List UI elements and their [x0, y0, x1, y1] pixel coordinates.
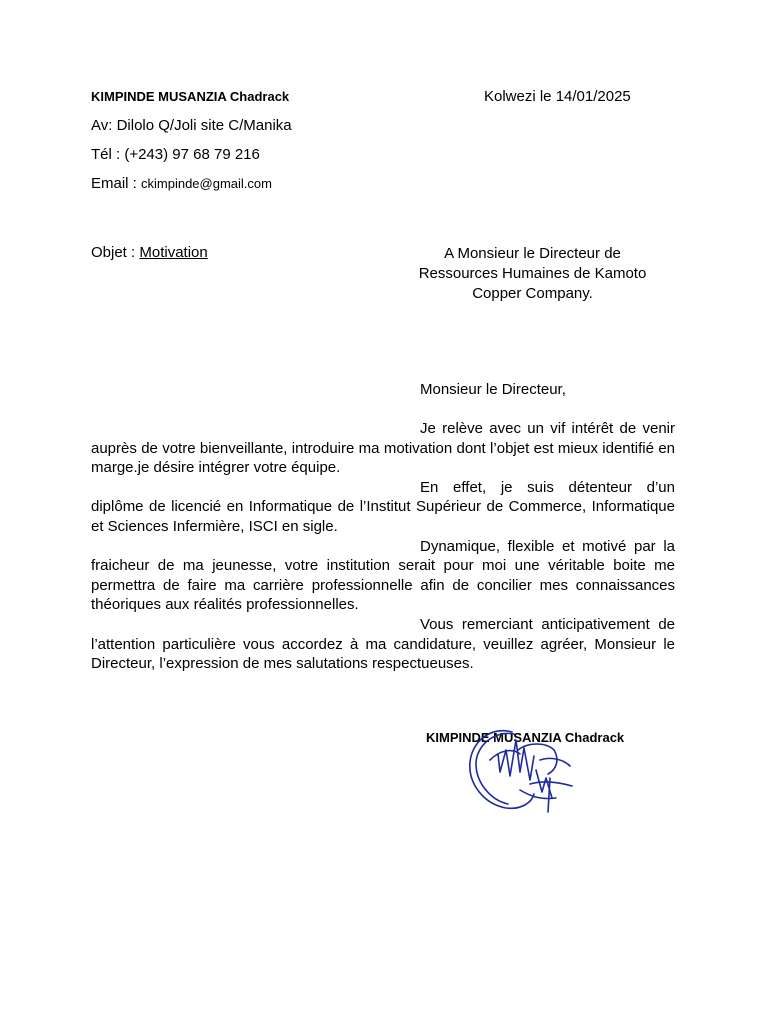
body-paragraph: En effet, je suis détenteur d’un diplôme de licencié en Informatique de l’Institut Supérieur de Commerce, Informatique et Sciences Infermière, ISCI en sigle.: [91, 478, 675, 535]
sender-email: ckimpinde@gmail.com: [141, 176, 272, 191]
recipient-line: A Monsieur le Directeur de: [444, 245, 621, 262]
sender-address: Av: Dilolo Q/Joli site C/Manika: [91, 117, 292, 134]
sender-name: KIMPINDE MUSANZIA Chadrack: [91, 89, 290, 104]
sender-phone: Tél : (+243) 97 68 79 216: [91, 146, 260, 163]
signature-image: [460, 720, 580, 815]
sender-email-label: Email :: [91, 175, 142, 192]
body-paragraph: Je relève avec un vif intérêt de venir auprès de votre bienveillante, introduire ma motivation dont l’objet est mieux identifié en marge.je désire intégrer votre équipe.: [91, 420, 675, 477]
closing-name: KIMPINDE MUSANZIA Chadrack: [426, 730, 625, 745]
subject-label: Objet :: [91, 244, 140, 261]
subject-line: [91, 244, 208, 261]
sender-email-line: [91, 175, 272, 193]
date-line: Kolwezi le 14/01/2025: [484, 88, 631, 105]
salutation: Monsieur le Directeur,: [420, 381, 566, 398]
body-paragraph: Vous remerciant anticipativement de l’attention particulière vous accordez à ma candidature, veuillez agréer, Monsieur le Directeur, l’expression de mes salutations respectueuses.: [91, 615, 675, 673]
recipient-line: Copper Company.: [472, 285, 593, 302]
letter-body: [91, 419, 675, 674]
subject-value: Motivation: [139, 244, 208, 261]
body-paragraph: Dynamique, flexible et motivé par la fraicheur de ma jeunesse, votre institution serait pour moi une véritable boite me permettra de faire ma carrière professionnelle afin de concilier mes connaissances théoriques aux réalités professionnelles.: [91, 537, 675, 614]
recipient-block: [410, 244, 655, 304]
recipient-line: Ressources Humaines de Kamoto: [418, 265, 647, 282]
